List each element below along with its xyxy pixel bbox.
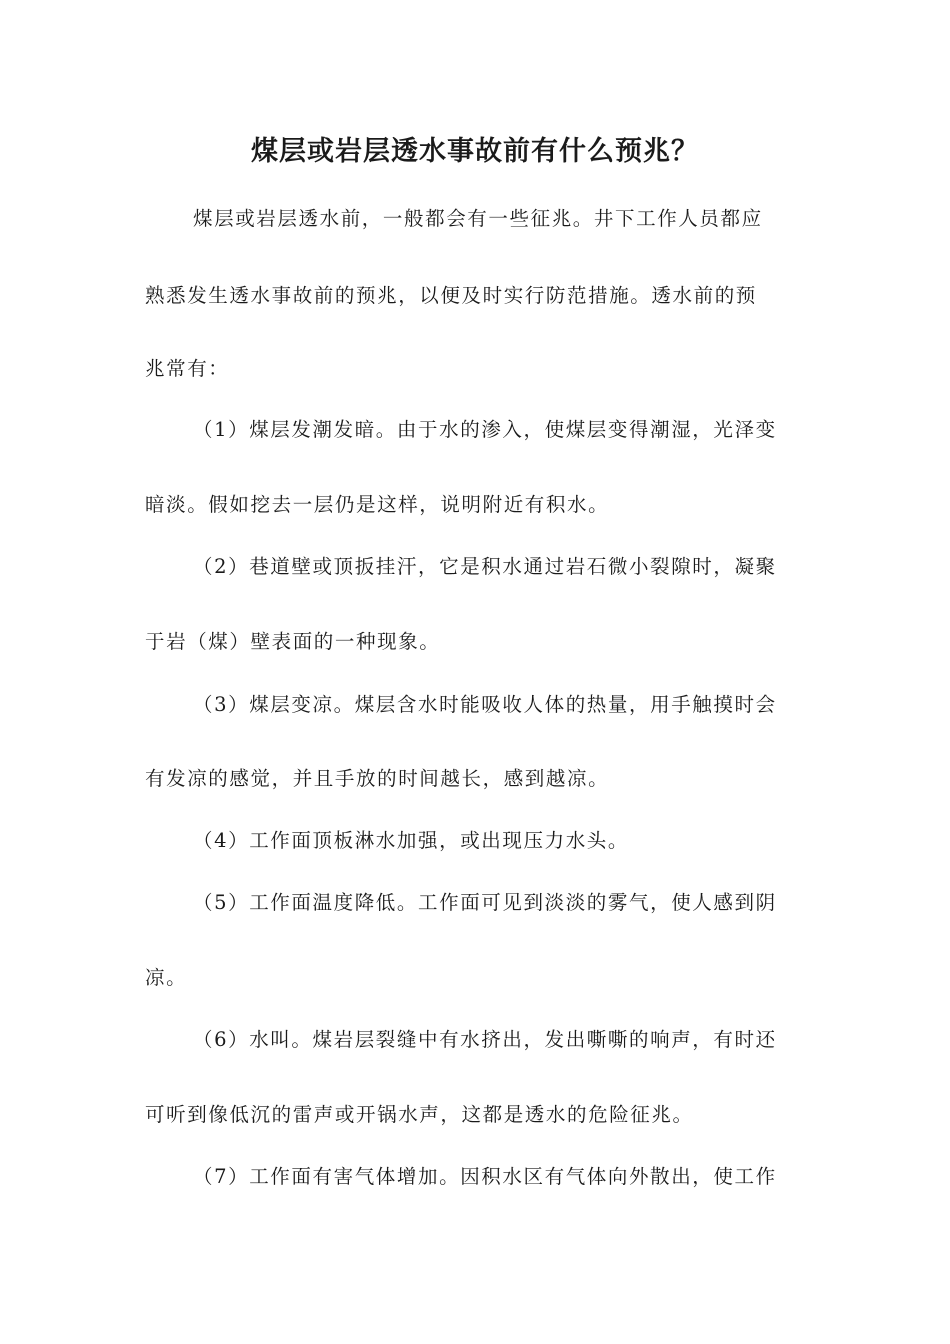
item-6-line-2: 可听到像低沉的雷声或开锅水声，这都是透水的危险征兆。 [145, 1103, 694, 1126]
item-7-line-1: （7）工作面有害气体增加。因积水区有气体向外散出，使工作 [193, 1165, 777, 1188]
item-4-line-1: （4）工作面顶板淋水加强，或出现压力水头。 [193, 829, 630, 852]
item-2-line-2: 于岩（煤）壁表面的一种现象。 [145, 630, 441, 653]
item-6-line-1: （6）水叫。煤岩层裂缝中有水挤出，发出嘶嘶的响声，有时还 [193, 1028, 777, 1051]
item-2-line-1: （2）巷道壁或顶扳挂汗，它是积水通过岩石微小裂隙时，凝聚 [193, 555, 777, 578]
item-1-line-1: （1）煤层发潮发暗。由于水的渗入，使煤层变得潮湿，光泽变 [193, 418, 777, 441]
item-3-line-1: （3）煤层变凉。煤层含水时能吸收人体的热量，用手触摸时会 [193, 693, 777, 716]
paragraph-intro-line-1: 煤层或岩层透水前，一般都会有一些征兆。井下工作人员都应 [193, 207, 763, 230]
document-title: 煤层或岩层透水事故前有什么预兆？ [251, 136, 699, 167]
item-3-line-2: 有发凉的感觉，并且手放的时间越长，感到越凉。 [145, 767, 610, 790]
item-1-line-2: 暗淡。假如挖去一层仍是这样，说明附近有积水。 [145, 493, 610, 516]
paragraph-intro-line-2: 熟悉发生透水事故前的预兆，以便及时实行防范措施。透水前的预 [145, 284, 757, 307]
paragraph-intro-line-3: 兆常有： [145, 357, 230, 380]
item-5-line-2: 凉。 [145, 966, 188, 989]
item-5-line-1: （5）工作面温度降低。工作面可见到淡淡的雾气，使人感到阴 [193, 891, 777, 914]
